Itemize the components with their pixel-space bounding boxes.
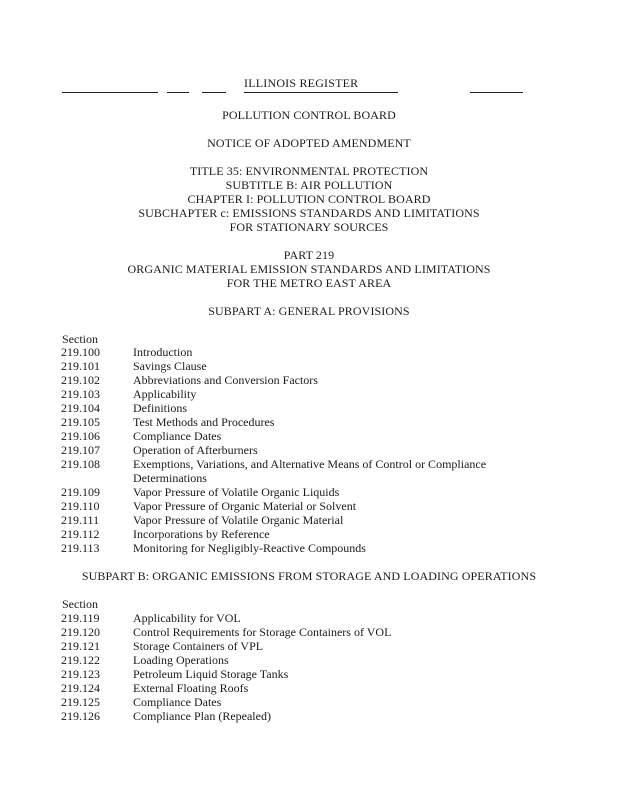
section-title: Monitoring for Negligibly-Reactive Compounds <box>133 541 366 555</box>
section-title-continuation: Determinations <box>133 471 207 485</box>
subpart-b-heading: SUBPART B: ORGANIC EMISSIONS FROM STORAGE AND LOADING OPERATIONS <box>81 569 537 583</box>
section-number: 219.121 <box>61 639 100 653</box>
section-number: 219.113 <box>61 541 100 555</box>
toc-row <box>0 513 618 527</box>
section-title: Incorporations by Reference <box>133 527 270 541</box>
title-line-4: SUBCHAPTER c: EMISSIONS STANDARDS AND LIMITATIONS <box>138 206 480 220</box>
toc-row <box>0 457 618 471</box>
header-rule-left <box>62 76 158 93</box>
subpart-a-heading: SUBPART A: GENERAL PROVISIONS <box>208 304 410 318</box>
section-number: 219.111 <box>61 513 100 527</box>
toc-row <box>0 359 618 373</box>
section-title: Applicability <box>133 387 197 401</box>
header-rule-right <box>470 76 523 93</box>
section-title: Loading Operations <box>133 653 229 667</box>
section-title: Vapor Pressure of Organic Material or Solvent <box>133 499 357 513</box>
title-line-1: TITLE 35: ENVIRONMENTAL PROTECTION <box>189 164 429 178</box>
toc-row <box>0 499 618 513</box>
toc-row <box>0 345 618 359</box>
section-number: 219.107 <box>61 443 100 457</box>
subpart-a-section-label: Section <box>62 332 98 346</box>
toc-row <box>0 541 618 555</box>
agency-name: POLLUTION CONTROL BOARD <box>222 108 396 122</box>
section-number: 219.120 <box>61 625 100 639</box>
section-number: 219.101 <box>61 359 100 373</box>
toc-row <box>0 611 618 625</box>
section-title: Introduction <box>133 345 193 359</box>
section-title: Applicability for VOL <box>133 611 241 625</box>
section-title: External Floating Roofs <box>133 681 249 695</box>
section-number: 219.102 <box>61 373 100 387</box>
part-line-1: PART 219 <box>283 248 335 262</box>
section-title: Operation of Afterburners <box>133 443 258 457</box>
notice-title: NOTICE OF ADOPTED AMENDMENT <box>207 136 411 150</box>
toc-row <box>0 415 618 429</box>
toc-row <box>0 625 618 639</box>
toc-row <box>0 527 618 541</box>
toc-row <box>0 681 618 695</box>
toc-row <box>0 639 618 653</box>
section-title: Abbreviations and Conversion Factors <box>133 373 318 387</box>
section-title: Test Methods and Procedures <box>133 415 275 429</box>
section-title: Savings Clause <box>133 359 207 373</box>
section-number: 219.126 <box>61 709 100 723</box>
section-title: Vapor Pressure of Volatile Organic Liquids <box>133 485 340 499</box>
section-title: Compliance Plan (Repealed) <box>133 709 271 723</box>
title-line-3: CHAPTER I: POLLUTION CONTROL BOARD <box>187 192 431 206</box>
section-title: Definitions <box>133 401 187 415</box>
toc-row <box>0 695 618 709</box>
subpart-b-section-label: Section <box>62 597 98 611</box>
section-number: 219.109 <box>61 485 100 499</box>
section-number: 219.100 <box>61 345 100 359</box>
section-title: Storage Containers of VPL <box>133 639 264 653</box>
section-number: 219.112 <box>61 527 100 541</box>
header-rule-left-short-2 <box>202 76 226 93</box>
header-rule-left-short <box>167 76 189 93</box>
title-line-2: SUBTITLE B: AIR POLLUTION <box>225 178 393 192</box>
part-line-3: FOR THE METRO EAST AREA <box>226 276 392 290</box>
toc-row <box>0 653 618 667</box>
section-number: 219.125 <box>61 695 100 709</box>
section-title: Compliance Dates <box>133 695 222 709</box>
toc-row <box>0 429 618 443</box>
section-number: 219.122 <box>61 653 100 667</box>
section-number: 219.123 <box>61 667 100 681</box>
section-number: 219.124 <box>61 681 100 695</box>
toc-row <box>0 373 618 387</box>
section-number: 219.110 <box>61 499 100 513</box>
section-title: Vapor Pressure of Volatile Organic Material <box>133 513 344 527</box>
part-line-2: ORGANIC MATERIAL EMISSION STANDARDS AND LIMITATIONS <box>127 262 491 276</box>
toc-row <box>0 485 618 499</box>
section-number: 219.119 <box>61 611 100 625</box>
title-line-5: FOR STATIONARY SOURCES <box>229 220 389 234</box>
section-number: 219.108 <box>61 457 100 471</box>
section-number: 219.104 <box>61 401 100 415</box>
toc-row <box>0 401 618 415</box>
section-title: Control Requirements for Storage Containers of VOL <box>133 625 392 639</box>
section-number: 219.105 <box>61 415 100 429</box>
section-title: Petroleum Liquid Storage Tanks <box>133 667 289 681</box>
section-number: 219.106 <box>61 429 100 443</box>
section-title: Exemptions, Variations, and Alternative Means of Control or Compliance <box>133 457 487 471</box>
register-title: ILLINOIS REGISTER <box>244 76 398 93</box>
toc-row <box>0 709 618 723</box>
toc-row <box>0 667 618 681</box>
section-title: Compliance Dates <box>133 429 222 443</box>
toc-row <box>0 387 618 401</box>
toc-row <box>0 443 618 457</box>
section-number: 219.103 <box>61 387 100 401</box>
